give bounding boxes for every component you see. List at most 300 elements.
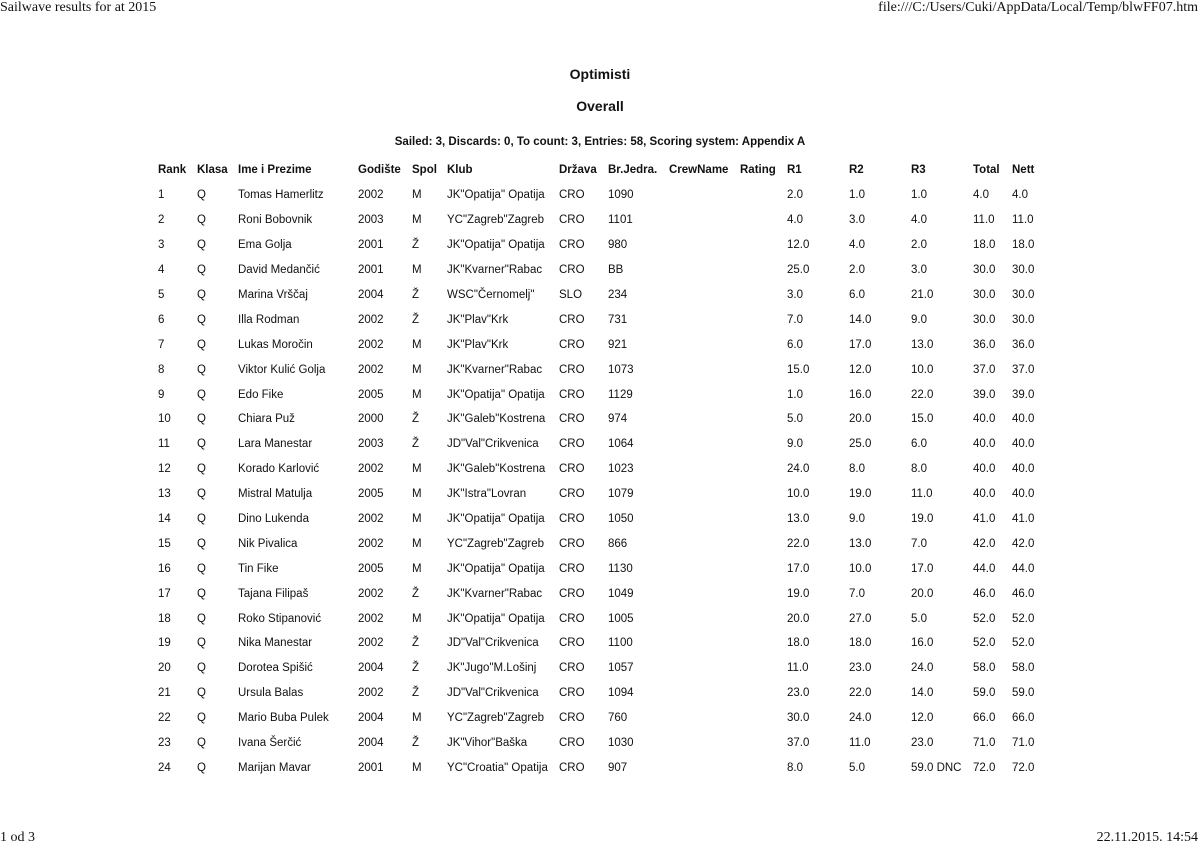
table-cell: Korado Karlović [238, 463, 320, 476]
table-cell: 9.0 [787, 438, 803, 451]
table-cell: Ž [412, 687, 420, 700]
table-cell: 2001 [358, 761, 384, 774]
table-cell: Dorotea Spišić [238, 662, 313, 675]
table-cell: 72.0 [973, 761, 996, 774]
table-cell: JK"Vihor"Baška [447, 737, 528, 750]
table-cell: 16 [158, 562, 171, 575]
table-cell: 2005 [358, 488, 384, 501]
table-cell [664, 482, 735, 507]
table-cell: 30.0 [1012, 289, 1035, 301]
table-cell: 8 [158, 363, 165, 376]
table-cell: Lara Manestar [238, 438, 313, 451]
table-cell: CRO [559, 363, 585, 376]
table-cell: 40.0 [1012, 488, 1035, 501]
table-cell: 15.0 [911, 413, 934, 426]
table-cell: 1073 [608, 363, 634, 376]
table-cell: 1057 [608, 662, 634, 675]
table-cell: 10.0 [911, 363, 934, 376]
table-cell: Ž [412, 289, 420, 301]
table-cell: 52.0 [1012, 612, 1035, 625]
table-cell: Q [197, 637, 206, 650]
table-cell: 40.0 [1012, 463, 1035, 476]
table-cell: CRO [559, 537, 585, 550]
table-cell: CRO [559, 463, 585, 476]
table-cell: 17.0 [911, 562, 934, 575]
table-cell: 14.0 [849, 313, 872, 326]
column-header: R3 [911, 164, 926, 176]
table-cell [664, 556, 735, 581]
table-cell: CRO [559, 264, 585, 277]
table-cell: 2002 [358, 637, 384, 650]
table-cell: CRO [559, 562, 585, 575]
table-cell: 2000 [358, 413, 384, 426]
table-cell [664, 432, 735, 457]
print-header-title: Sailwave results for at 2015 [0, 0, 157, 15]
table-cell: 6.0 [787, 338, 803, 351]
table-cell: M [412, 363, 422, 376]
table-cell: JK"Plav"Krk [447, 313, 509, 326]
table-row [153, 183, 1047, 208]
table-cell: CRO [559, 438, 585, 451]
table-cell: 52.0 [973, 612, 996, 625]
table-row [153, 606, 1047, 631]
table-cell: 12.0 [849, 363, 872, 376]
table-cell: 12.0 [787, 239, 810, 252]
table-cell: Q [197, 513, 206, 526]
table-cell: Mario Buba Pulek [238, 712, 329, 725]
table-cell: 18.0 [849, 637, 872, 650]
table-cell: 1090 [608, 189, 634, 202]
table-cell: 2.0 [787, 189, 803, 202]
table-cell: 3.0 [849, 214, 865, 227]
table-cell: Chiara Puž [238, 413, 295, 426]
table-cell: Nika Manestar [238, 637, 313, 650]
table-cell: 14.0 [911, 687, 934, 700]
table-cell: CRO [559, 687, 585, 700]
table-cell: Ursula Balas [238, 687, 304, 700]
table-cell: 2003 [358, 214, 384, 227]
table-cell [735, 656, 782, 681]
table-cell: 18 [158, 612, 171, 625]
table-cell: 2001 [358, 239, 384, 252]
table-cell: 2005 [358, 562, 384, 575]
column-header: Rating [740, 164, 776, 176]
table-cell: 7.0 [849, 587, 865, 600]
table-cell: Q [197, 662, 206, 675]
table-cell [735, 457, 782, 482]
table-cell: 24 [158, 761, 171, 774]
table-cell: Roko Stipanović [238, 612, 322, 625]
table-cell: M [412, 264, 422, 277]
table-cell: 4.0 [849, 239, 865, 252]
table-cell: YC"Zagreb"Zagreb [447, 214, 545, 227]
table-row [153, 382, 1047, 407]
table-cell [735, 731, 782, 756]
table-cell: 19.0 [911, 513, 934, 526]
table-row [153, 407, 1047, 432]
table-cell: 16.0 [849, 388, 872, 401]
table-cell: 9.0 [849, 513, 865, 526]
table-row [153, 706, 1047, 731]
table-cell: WSC"Černomelj" [447, 289, 535, 301]
table-cell: Q [197, 587, 206, 600]
table-cell: 18.0 [1012, 239, 1035, 252]
table-cell: M [412, 537, 422, 550]
table-cell [664, 631, 735, 656]
table-cell: JK"Jugo"M.Lošinj [447, 662, 537, 675]
page-title: Optimisti [569, 66, 631, 82]
table-cell: 40.0 [973, 463, 996, 476]
table-cell: 2003 [358, 438, 384, 451]
table-cell: 9.0 [911, 313, 927, 326]
table-cell: 22.0 [911, 388, 934, 401]
table-cell: M [412, 338, 422, 351]
table-cell: 1101 [608, 214, 633, 227]
table-cell: JK"Opatija" Opatija [447, 513, 545, 526]
table-cell: 760 [608, 712, 628, 725]
table-cell: Ž [412, 239, 420, 252]
table-cell: 1.0 [787, 388, 803, 401]
table-cell: 23.0 [911, 737, 934, 750]
table-cell [735, 283, 782, 308]
table-row [153, 656, 1047, 681]
table-cell [664, 407, 735, 432]
table-cell: JK"Istra"Lovran [447, 488, 527, 501]
table-cell: JK"Opatija" Opatija [447, 189, 545, 202]
table-cell: 40.0 [1012, 438, 1035, 451]
table-row [153, 457, 1047, 482]
table-cell: 42.0 [1012, 537, 1035, 550]
table-cell [664, 233, 735, 258]
table-cell: Ž [412, 413, 420, 426]
table-cell: 71.0 [1012, 737, 1035, 750]
table-cell: 2.0 [849, 264, 865, 277]
table-cell: 12 [158, 463, 171, 476]
table-cell: 15.0 [787, 363, 810, 376]
table-cell [735, 581, 782, 606]
column-header: CrewName [669, 164, 729, 176]
table-cell: 22 [158, 712, 171, 725]
table-cell: Q [197, 761, 206, 774]
table-cell: 2.0 [911, 239, 927, 252]
table-cell: 24.0 [849, 712, 872, 725]
table-cell [735, 208, 782, 233]
column-header: R1 [787, 164, 802, 176]
table-row [153, 681, 1047, 706]
table-cell: 2001 [358, 264, 384, 277]
table-cell: CRO [559, 761, 585, 774]
series-summary: Sailed: 3, Discards: 0, To count: 3, Entries: 58, Scoring system: Appendix A [394, 136, 806, 148]
table-cell: Q [197, 214, 206, 227]
table-cell: 9 [158, 388, 165, 401]
table-cell: Nik Pivalica [238, 537, 298, 550]
table-cell: 52.0 [973, 637, 996, 650]
table-cell [664, 656, 735, 681]
table-cell [664, 307, 735, 332]
table-cell: 2002 [358, 513, 384, 526]
table-cell: 1005 [608, 612, 634, 625]
table-cell: Tin Fike [238, 562, 279, 575]
table-cell: CRO [559, 488, 585, 501]
table-cell: 234 [608, 289, 628, 301]
table-cell: 18.0 [787, 637, 810, 650]
table-cell: 1049 [608, 587, 634, 600]
table-cell [664, 507, 735, 532]
table-cell: JK"Kvarner"Rabac [447, 264, 543, 277]
table-cell: Viktor Kulić Golja [238, 363, 326, 376]
table-cell: 2002 [358, 189, 384, 202]
table-cell: CRO [559, 637, 585, 650]
table-cell: 30.0 [1012, 264, 1035, 277]
table-cell: 980 [608, 239, 628, 252]
table-cell: 19 [158, 637, 171, 650]
table-cell: 8.0 [849, 463, 865, 476]
table-cell: 18.0 [973, 239, 996, 252]
table-cell: 8.0 [787, 761, 803, 774]
table-cell [664, 208, 735, 233]
table-cell: 3.0 [787, 289, 803, 301]
table-cell: 22.0 [787, 537, 810, 550]
table-cell [664, 357, 735, 382]
results-table [153, 157, 1047, 780]
table-cell: JD"Val"Crikvenica [447, 438, 539, 451]
page-subtitle: Overall [576, 98, 624, 114]
table-cell: CRO [559, 513, 585, 526]
table-cell: BB [608, 264, 624, 277]
table-cell: 2002 [358, 363, 384, 376]
table-cell: 30.0 [973, 264, 996, 277]
table-cell: 15 [158, 537, 171, 550]
table-cell: 5.0 [911, 612, 927, 625]
table-cell: 23 [158, 737, 171, 750]
table-row [153, 755, 1047, 780]
table-row [153, 531, 1047, 556]
table-cell [664, 531, 735, 556]
table-cell: 19.0 [787, 587, 810, 600]
table-cell: 1050 [608, 513, 634, 526]
table-cell: 2002 [358, 463, 384, 476]
table-cell: 17.0 [787, 562, 810, 575]
table-cell: 59.0 [1012, 687, 1035, 700]
table-cell: 2002 [358, 537, 384, 550]
table-cell [664, 457, 735, 482]
table-cell: JK"Opatija" Opatija [447, 388, 545, 401]
table-cell: 4.0 [787, 214, 803, 227]
table-cell: Q [197, 712, 206, 725]
table-cell: 44.0 [1012, 562, 1035, 575]
table-cell: YC"Zagreb"Zagreb [447, 537, 545, 550]
table-row [153, 258, 1047, 283]
table-cell: 11.0 [849, 737, 871, 750]
table-cell: 11 [158, 438, 170, 451]
table-cell: 6.0 [849, 289, 865, 301]
table-cell [735, 407, 782, 432]
table-cell: 58.0 [973, 662, 996, 675]
table-cell: 25.0 [849, 438, 872, 451]
table-cell [735, 606, 782, 631]
table-cell: Ž [412, 587, 420, 600]
table-cell: 19.0 [849, 488, 872, 501]
table-cell [664, 581, 735, 606]
table-cell: 2002 [358, 313, 384, 326]
table-cell: Q [197, 388, 206, 401]
table-cell: CRO [559, 388, 585, 401]
table-cell: Q [197, 537, 206, 550]
table-cell: 20.0 [787, 612, 810, 625]
table-cell: 5.0 [787, 413, 803, 426]
print-footer-timestamp: 22.11.2015. 14:54 [1096, 830, 1198, 845]
table-cell: CRO [559, 662, 585, 675]
table-cell: 921 [608, 338, 628, 351]
column-header: Rank [158, 164, 187, 176]
table-cell: 40.0 [973, 413, 996, 426]
table-cell: M [412, 612, 422, 625]
table-cell: JD"Val"Crikvenica [447, 637, 539, 650]
table-cell: JK"Plav"Krk [447, 338, 509, 351]
table-cell: 2004 [358, 289, 384, 301]
table-cell: M [412, 562, 422, 575]
table-cell: 3 [158, 239, 165, 252]
table-cell: 59.0 [973, 687, 996, 700]
table-cell [735, 307, 782, 332]
table-cell: 30.0 [1012, 313, 1035, 326]
table-cell: JK"Opatija" Opatija [447, 612, 545, 625]
table-cell: 974 [608, 413, 628, 426]
table-cell: 907 [608, 761, 628, 774]
table-cell: 2002 [358, 338, 384, 351]
column-header: Država [559, 164, 597, 176]
table-cell: 1030 [608, 737, 634, 750]
table-cell: Ž [412, 737, 420, 750]
table-cell: JK"Galeb"Kostrena [447, 413, 546, 426]
table-cell: Mistral Matulja [238, 488, 313, 501]
table-cell [735, 706, 782, 731]
table-cell: 72.0 [1012, 761, 1035, 774]
table-cell: 30.0 [787, 712, 810, 725]
table-cell: 39.0 [973, 388, 996, 401]
table-cell: 16.0 [911, 637, 934, 650]
table-cell [664, 332, 735, 357]
column-header: Spol [412, 164, 437, 176]
table-cell: M [412, 388, 422, 401]
table-cell [735, 432, 782, 457]
table-cell: 42.0 [973, 537, 996, 550]
table-cell [735, 482, 782, 507]
table-cell: 44.0 [973, 562, 996, 575]
table-cell: 40.0 [973, 488, 996, 501]
table-cell: 23.0 [787, 687, 810, 700]
table-cell: Q [197, 413, 206, 426]
column-header: Total [973, 164, 1000, 176]
table-cell: 10.0 [787, 488, 810, 501]
table-cell [664, 283, 735, 308]
table-cell: Q [197, 264, 206, 277]
table-cell: 5 [158, 289, 165, 301]
table-cell: Q [197, 313, 206, 326]
table-cell: 40.0 [973, 438, 996, 451]
table-cell: Q [197, 289, 206, 301]
table-cell [664, 731, 735, 756]
table-row [153, 482, 1047, 507]
table-cell: CRO [559, 737, 585, 750]
table-cell: 4.0 [911, 214, 927, 227]
table-cell: 866 [608, 537, 628, 550]
table-cell: 30.0 [973, 313, 996, 326]
table-cell [735, 332, 782, 357]
table-row [153, 432, 1047, 457]
table-cell: CRO [559, 214, 585, 227]
table-cell: 1100 [608, 637, 633, 650]
table-cell: YC"Zagreb"Zagreb [447, 712, 545, 725]
table-cell [735, 507, 782, 532]
table-cell: 39.0 [1012, 388, 1035, 401]
table-cell: 46.0 [973, 587, 996, 600]
table-cell: Q [197, 438, 206, 451]
table-cell: 2004 [358, 737, 384, 750]
table-cell: M [412, 189, 422, 202]
table-cell [735, 258, 782, 283]
table-cell: 24.0 [911, 662, 934, 675]
table-cell: JK"Opatija" Opatija [447, 239, 545, 252]
table-cell: CRO [559, 189, 585, 202]
table-cell: 1079 [608, 488, 634, 501]
table-cell [664, 382, 735, 407]
table-cell: 24.0 [787, 463, 810, 476]
table-row [153, 283, 1047, 308]
table-row [153, 332, 1047, 357]
table-cell: 14 [158, 513, 171, 526]
table-cell: Q [197, 338, 206, 351]
table-cell: 1130 [608, 562, 633, 575]
table-cell: Q [197, 737, 206, 750]
table-cell: Dino Lukenda [238, 513, 309, 526]
table-cell: 66.0 [973, 712, 996, 725]
table-cell: Ž [412, 662, 420, 675]
table-cell: 2 [158, 214, 165, 227]
table-cell: 23.0 [849, 662, 872, 675]
table-cell: Illa Rodman [238, 313, 300, 326]
table-row [153, 208, 1047, 233]
table-cell [735, 233, 782, 258]
table-cell [664, 258, 735, 283]
table-cell [735, 183, 782, 208]
table-cell [664, 755, 735, 780]
table-cell: 7 [158, 338, 165, 351]
table-cell [735, 531, 782, 556]
table-cell: Q [197, 687, 206, 700]
column-header: Klub [447, 164, 473, 176]
table-cell: 36.0 [1012, 338, 1035, 351]
table-cell: CRO [559, 587, 585, 600]
table-cell: 71.0 [973, 737, 996, 750]
table-cell: 6 [158, 313, 165, 326]
table-cell: JK"Opatija" Opatija [447, 562, 545, 575]
column-header: R2 [849, 164, 864, 176]
table-cell: 27.0 [849, 612, 872, 625]
table-cell: Tomas Hamerlitz [238, 189, 324, 202]
table-cell: 46.0 [1012, 587, 1035, 600]
table-cell: M [412, 488, 422, 501]
table-cell: 11.0 [1012, 214, 1034, 227]
table-cell [664, 706, 735, 731]
table-cell: 13.0 [849, 537, 872, 550]
table-cell: Ž [412, 313, 420, 326]
table-cell: 11.0 [911, 488, 933, 501]
table-cell: 41.0 [973, 513, 996, 526]
table-cell: 7.0 [787, 313, 803, 326]
table-cell: Ivana Šerčić [238, 737, 302, 750]
table-cell: SLO [559, 289, 583, 301]
